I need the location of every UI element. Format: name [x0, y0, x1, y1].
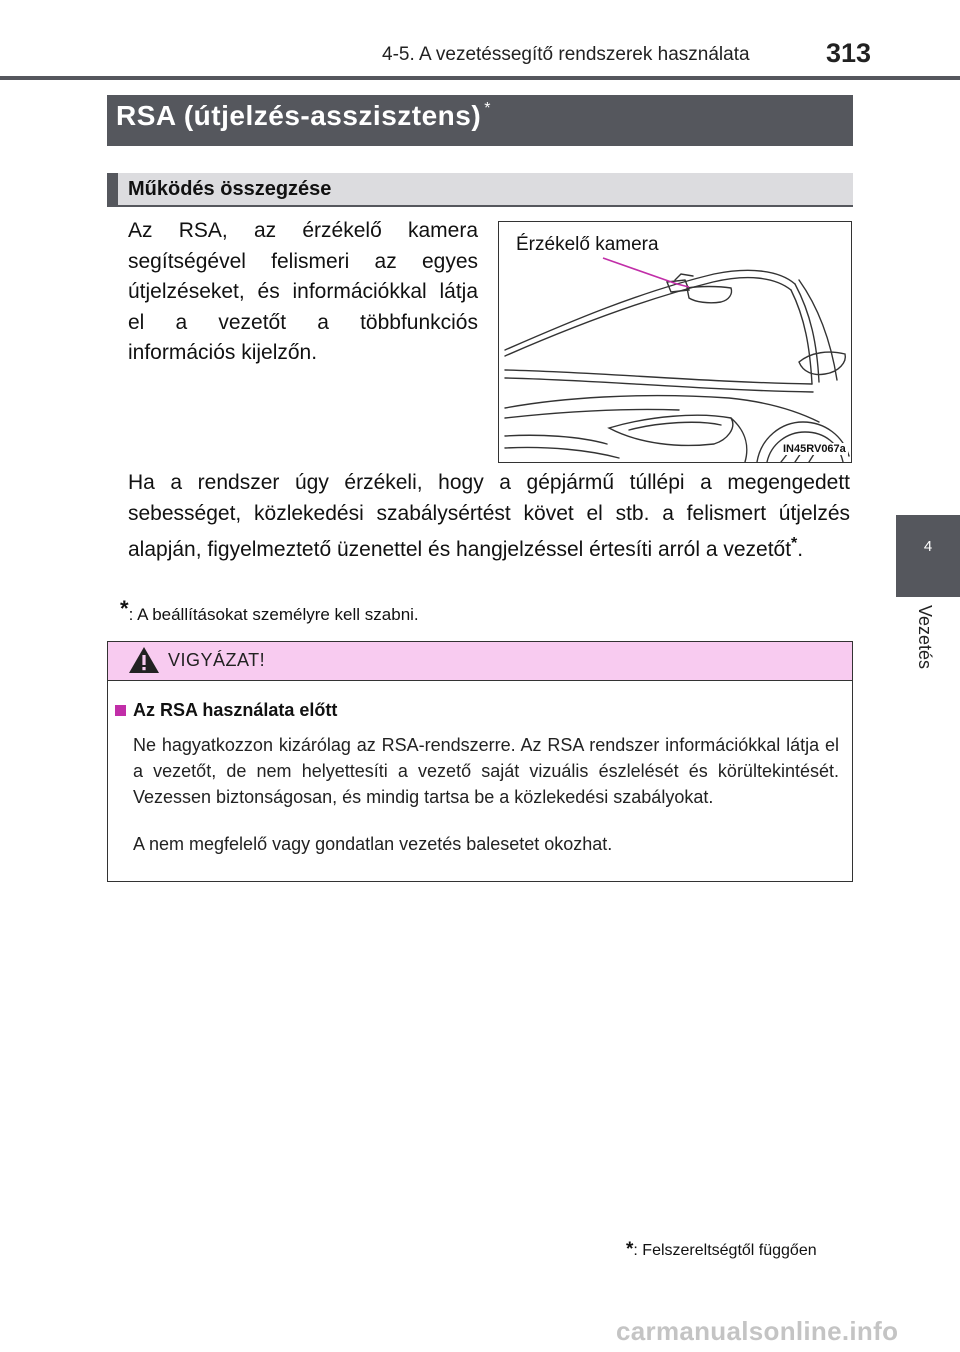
caution-consequence: A nem megfelelő vagy gondatlan vezetés balesetet okozhat.	[133, 834, 613, 854]
warning-function-text: Ha a rendszer úgy érzékeli, hogy a gépjármű túllépi a megengedett sebességet, közlekedési szabálysértést követ el stb. a felismert útjelzés alapján, figyelmeztető üzenettel és hangjelzéssel értesíti arról a vezetőt	[128, 471, 850, 561]
chapter-title: 4-5. A vezetéssegítő rendszerek használata	[382, 44, 750, 65]
footnote-text: : Felszereltségtől függően	[633, 1242, 817, 1259]
car-windshield-illustration	[498, 221, 852, 463]
figure-code: IN45RV067a	[783, 443, 846, 455]
page-title-text: RSA (útjelzés-asszisztens)	[116, 100, 482, 131]
warning-triangle-icon	[128, 645, 160, 675]
title-asterisk: *	[484, 100, 491, 117]
windshield-line-drawing	[499, 222, 851, 462]
paragraph-end: .	[797, 538, 804, 561]
intro-paragraph: Az RSA, az érzékelő kamera segítségével felismeri az egyes útjelzéseket, és információkkal látja el a vezetőt a többfunkciós információs kijelzőn.	[128, 219, 478, 364]
paragraph-asterisk: *	[791, 535, 798, 552]
chapter-tab-number: 4	[923, 538, 933, 555]
section-heading-marker	[107, 173, 118, 207]
note-asterisk: *	[120, 596, 129, 621]
header-rule	[0, 76, 960, 80]
customization-note	[120, 596, 419, 625]
watermark: carmanualsonline.info	[616, 1316, 899, 1346]
warning-function-paragraph	[128, 468, 850, 566]
section-heading: Működés összegzése	[128, 178, 332, 200]
page-title	[116, 100, 491, 132]
caution-subheading: Az RSA használata előtt	[133, 700, 338, 720]
chapter-tab	[896, 515, 960, 597]
figure-label-camera: Érzékelő kamera	[516, 234, 659, 255]
caution-title: VIGYÁZAT!	[168, 650, 266, 670]
chapter-tab-label: Vezetés	[915, 605, 935, 670]
note-text: : A beállításokat személyre kell szabni.	[128, 605, 419, 624]
equipment-footnote	[626, 1239, 817, 1261]
page-number: 313	[826, 38, 872, 68]
footnote-asterisk: *	[626, 1239, 634, 1260]
caution-bullet-square	[115, 705, 126, 716]
caution-paragraph: Ne hagyatkozzon kizárólag az RSA-rendszerre. Az RSA rendszer információkkal látja el a vezetőt, de nem helyettesíti a vezető saját vizuális észlelését és körültekintését. Vezessen biztonságosan, és mindig tartsa be a közlekedési szabályokat.	[133, 735, 839, 807]
